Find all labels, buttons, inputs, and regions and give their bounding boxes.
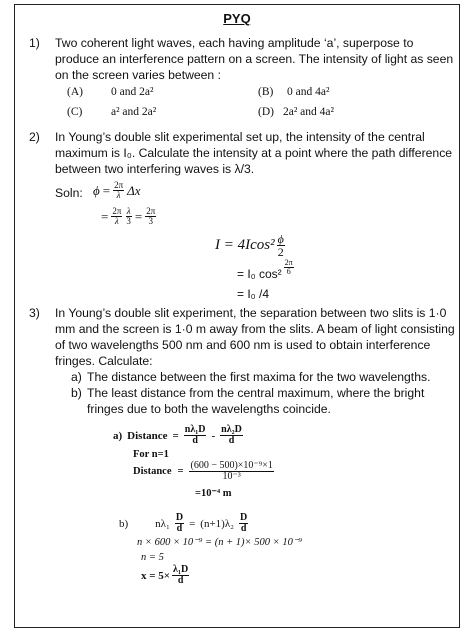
document-page xyxy=(14,4,460,628)
q3-line-1: In Young’s double slit experiment, the separation between two slits is 1·0 xyxy=(55,306,447,320)
q2-line-1: In Young’s double slit experimental set up, the intensity of the central xyxy=(55,130,425,144)
intensity-result: = I₀ /4 xyxy=(237,287,269,301)
delta-x: Δx xyxy=(127,182,141,198)
q3-part-b-label: b) xyxy=(71,386,82,400)
solution-a-numeric: Distance = $\frac{\text{(600 − 500)×10⁻⁹×1}}{\text{10⁻³}}$ xyxy=(133,460,273,482)
q1-option-a-label: (A) xyxy=(67,86,83,98)
equals-sign: = xyxy=(102,182,111,198)
phase-equation xyxy=(93,181,141,200)
q3-line-4: fringes. Calculate: xyxy=(55,354,153,368)
phi-symbol: ϕ xyxy=(93,182,100,198)
intensity-substitution: = I₀ cos² $\frac{2\pi}{6}$ xyxy=(237,258,293,281)
q1-option-b-text: 0 and 4a² xyxy=(287,86,330,98)
q1-option-d-text: 2a² and 4a² xyxy=(283,106,334,118)
q1-option-a-text: 0 and 2a² xyxy=(111,86,154,98)
q1-option-b-label: (B) xyxy=(258,86,274,98)
q1-option-d-label: (D) xyxy=(258,106,274,118)
q2-line-3: between two interfering waves is λ/3. xyxy=(55,162,255,176)
page-title: PYQ xyxy=(223,11,251,26)
solution-a-for-n: For n=1 xyxy=(133,449,169,460)
solution-a-result: =10⁻⁴ m xyxy=(195,488,232,499)
solution-a-distance: a) Distance = $\frac{\text{nλ₁D}}{d}$ - $\frac{\text{nλ₂D}}{d}$ xyxy=(113,424,242,446)
q1-number: 1) xyxy=(29,36,40,50)
solution-b-result: x = 5× $\frac{\text{λ₁D}}{d}$ xyxy=(141,564,189,586)
q1-line-2: produce an interference pattern on a screen. The intensity of light as seen xyxy=(55,52,454,66)
solution-b-line-3: n = 5 xyxy=(141,552,164,563)
q1-line-3: on the screen varies between : xyxy=(55,68,221,82)
two-pi-over-lambda: $\frac{2\pi}{\lambda}$ xyxy=(114,180,124,200)
q3-part-b-text-cont: fringes due to both the wavelengths coincide. xyxy=(87,402,331,416)
solution-b-condition: b) nλ₁ $\frac{D}{d}$ = (n+1)λ₂ $\frac{D}{d}$ xyxy=(119,512,248,534)
q3-number: 3) xyxy=(29,306,40,320)
q3-part-b-text: The least distance from the central maximum, where the bright xyxy=(87,386,425,400)
q1-option-c-text: a² and 2a² xyxy=(111,106,157,118)
soln-label: Soln: xyxy=(55,186,83,200)
solution-b-line-2: n × 600 × 10⁻⁹ = (n + 1)× 500 × 10⁻⁹ xyxy=(137,537,303,548)
q3-part-a-text: The distance between the first maxima for the two wavelengths. xyxy=(87,370,431,384)
q3-part-a-label: a) xyxy=(71,370,82,384)
q2-number: 2) xyxy=(29,130,40,144)
intensity-formula: I = 4Icos² $\frac{\phi}{2}$ xyxy=(215,232,284,259)
q3-line-2: mm and the screen is 1·0 m away from the slits. A beam of light consisting xyxy=(55,322,455,336)
phase-substitution: = $\frac{2\pi}{\lambda}$ $\frac{\lambda}{3}$ = $\frac{2\pi}{3}$ xyxy=(101,206,156,226)
q1-line-1: Two coherent light waves, each having amplitude ‘a’, superpose to xyxy=(55,36,414,50)
q3-line-3: of two wavelengths 500 nm and 600 nm is used to obtain interference xyxy=(55,338,431,352)
q2-line-2: maximum is I₀. Calculate the intensity at a point where the path difference xyxy=(55,146,453,160)
q1-option-c-label: (C) xyxy=(67,106,83,118)
